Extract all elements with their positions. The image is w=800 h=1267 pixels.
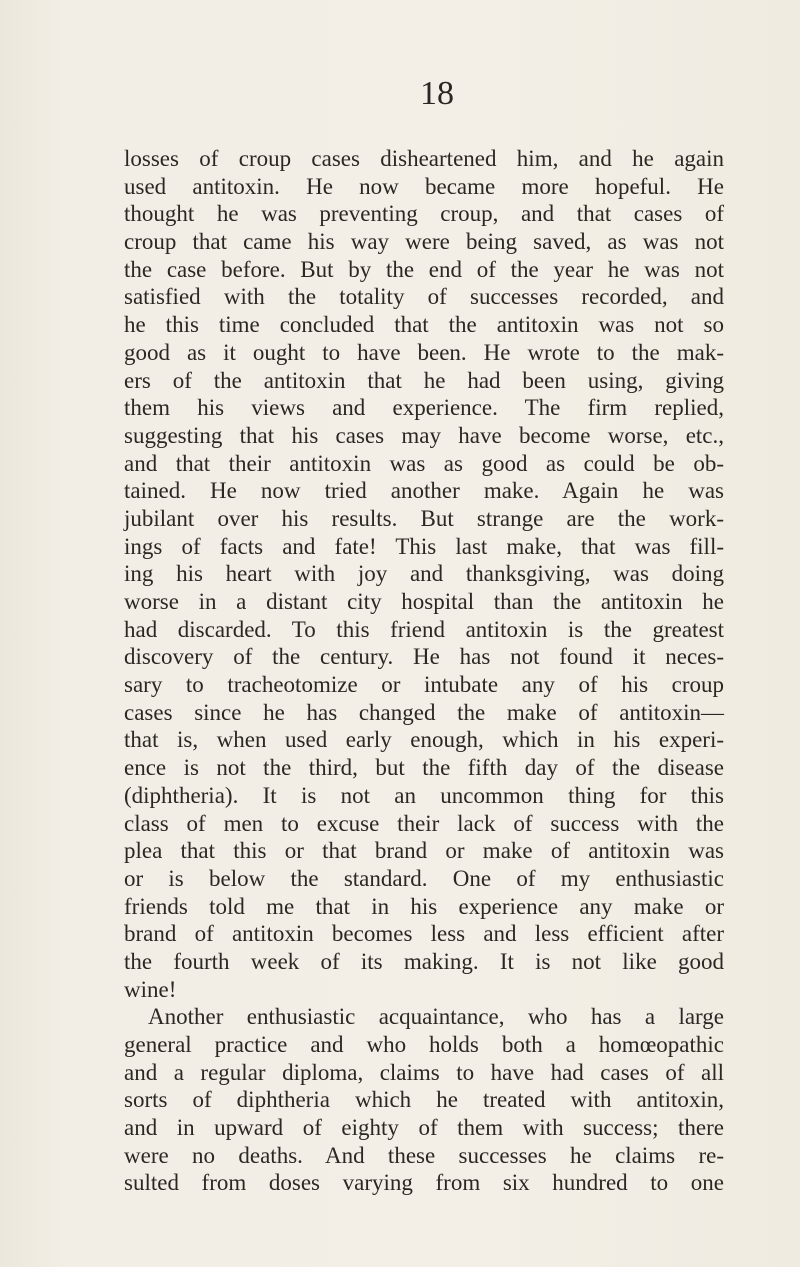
text-line: general practice and who holds both a homœopathic (124, 1032, 724, 1057)
text-line: brand of antitoxin becomes less and less efficient after (124, 921, 724, 947)
text-line: croup that came his way were being saved, as was not (124, 229, 724, 255)
text-line: them his views and experience. The firm replied, (124, 395, 724, 421)
text-line: were no deaths. And these successes he claims re- (124, 1142, 724, 1168)
body-text (124, 145, 724, 1197)
text-line: the case before. But by the end of the year he was not (124, 256, 724, 282)
text-line: cases since he has changed the make of antitoxin— (124, 699, 724, 725)
text-line: suggesting that his cases may have become worse, etc., (124, 422, 724, 448)
text-line: class of men to excuse their lack of success with the (124, 810, 724, 836)
text-line: (diphtheria). It is not an uncommon thing for this (124, 782, 724, 808)
text-line: jubilant over his results. But strange are the work- (124, 505, 724, 531)
text-line: discovery of the century. He has not found it neces- (124, 644, 724, 670)
text-line: ers of the antitoxin that he had been using, giving (124, 367, 724, 393)
text-line: good as it ought to have been. He wrote to the mak- (124, 339, 724, 365)
text-line: he this time concluded that the antitoxin was not so (124, 312, 724, 338)
text-line: ings of facts and fate! This last make, that was fill- (124, 533, 724, 559)
text-line: wine! (124, 976, 177, 1002)
text-line: and that their antitoxin was as good as could be ob- (124, 450, 724, 476)
text-line: and in upward of eighty of them with success; there (124, 1115, 724, 1141)
text-line: used antitoxin. He now became more hopeful. He (124, 173, 724, 199)
text-line: friends told me that in his experience any make or (124, 893, 724, 919)
text-line: sary to tracheotomize or intubate any of his croup (124, 672, 724, 698)
text-line: or is below the standard. One of my enthusiastic (124, 865, 724, 891)
text-line: ence is not the third, but the fifth day of the disease (124, 755, 724, 781)
text-line: the fourth week of its making. It is not like good (124, 948, 724, 974)
text-line: worse in a distant city hospital than the antitoxin he (124, 589, 724, 614)
text-line: sorts of diphtheria which he treated with antitoxin, (124, 1087, 724, 1113)
page-number: 18 (420, 75, 454, 112)
text-line: tained. He now tried another make. Again he was (124, 478, 724, 504)
text-line: losses of croup cases disheartened him, and he again (124, 146, 724, 171)
text-line: had discarded. To this friend antitoxin is the greatest (124, 616, 724, 642)
text-line: and a regular diploma, claims to have had cases of all (124, 1059, 724, 1085)
text-line: sulted from doses varying from six hundred to one (124, 1170, 724, 1196)
text-line: plea that this or that brand or make of antitoxin was (124, 838, 724, 864)
text-line: Another enthusiastic acquaintance, who has a large (148, 1004, 724, 1030)
text-line: thought he was preventing croup, and that cases of (124, 201, 724, 227)
text-line: that is, when used early enough, which in his experi- (124, 727, 724, 753)
text-line: ing his heart with joy and thanksgiving, was doing (124, 561, 724, 587)
text-line: satisfied with the totality of successes recorded, and (124, 284, 724, 310)
